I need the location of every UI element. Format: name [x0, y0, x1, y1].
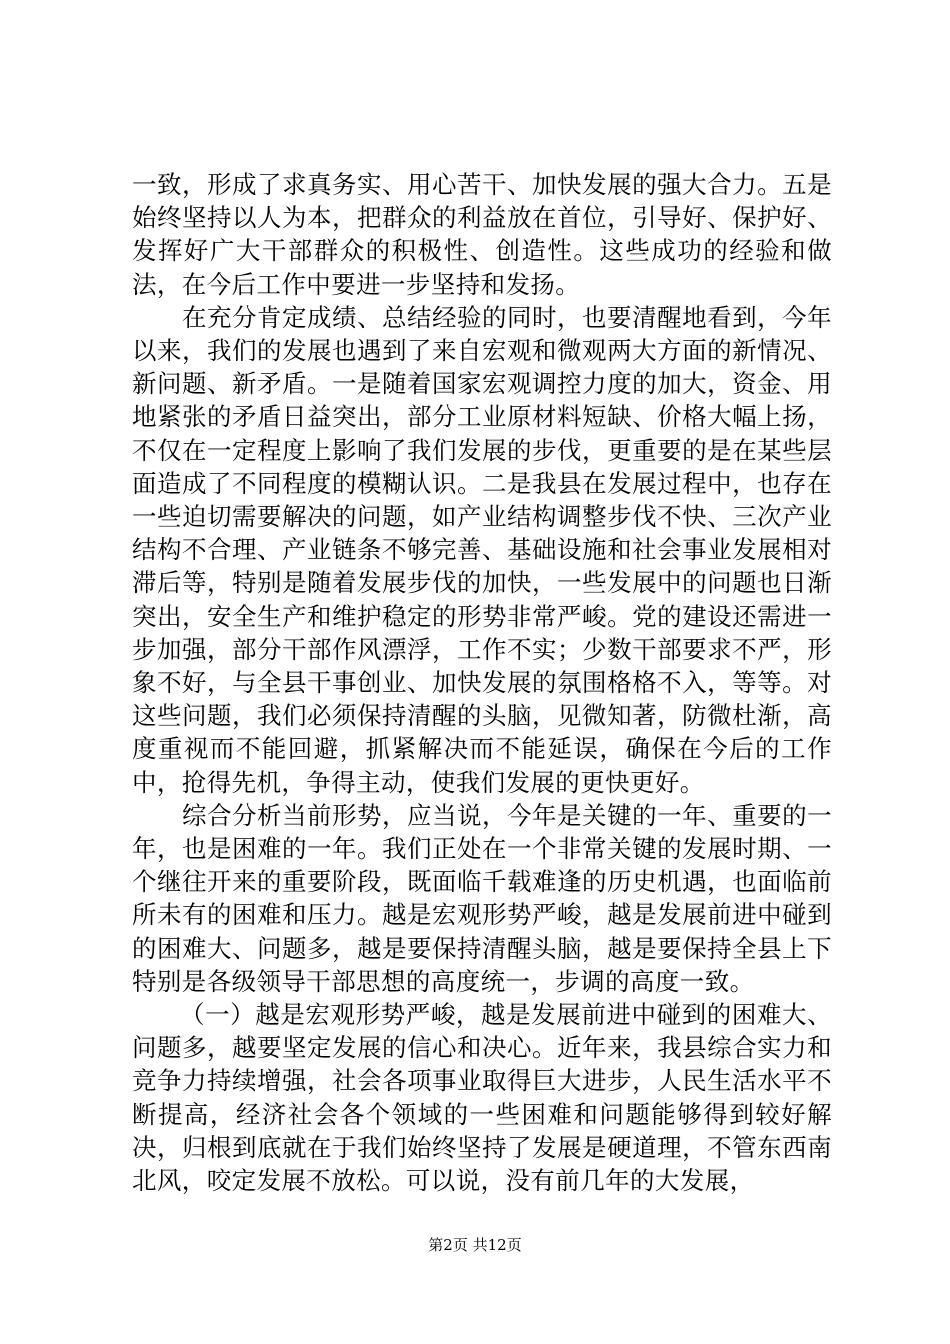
paragraph-continuation: 一致，形成了求真务实、用心苦干、加快发展的强大合力。五是始终坚持以人为本，把群众的利益放在首位，引导好、保护好、发挥好广大干部群众的积极性、创造性。这些成功的经验和做法，在今后工作中要进一步坚持和发扬。 — [132, 170, 832, 299]
page-footer — [0, 1234, 950, 1255]
paragraph-section-one: （一）越是宏观形势严峻，越是发展前进中碰到的困难大、问题多，越要坚定发展的信心和决心。近年来，我县综合实力和竞争力持续增强，社会各项事业取得巨大进步，人民生活水平不断提高，经济社会各个领域的一些困难和问题能够得到较好解决，归根到底就在于我们始终坚持了发展是硬道理，不管东西南北风，咬定发展不放松。可以说，没有前几年的大发展， — [132, 1000, 832, 1196]
page-number-label: 第2页 共12页 — [428, 1236, 522, 1254]
paragraph-problems: 在充分肯定成绩、总结经验的同时，也要清醒地看到，今年以来，我们的发展也遇到了来自宏观和微观两大方面的新情况、新问题、新矛盾。一是随着国家宏观调控力度的加大，资金、用地紧张的矛盾日益突出，部分工业原材料短缺、价格大幅上扬，不仅在一定程度上影响了我们发展的步伐，更重要的是在某些层面造成了不同程度的模糊认识。二是我县在发展过程中，也存在一些迫切需要解决的问题，如产业结构调整步伐不快、三次产业结构不合理、产业链条不够完善、基础设施和社会事业发展相对滞后等，特别是随着发展步伐的加快，一些发展中的问题也日渐突出，安全生产和维护稳定的形势非常严峻。党的建设还需进一步加强，部分干部作风漂浮，工作不实；少数干部要求不严，形象不好，与全县干事创业、加快发展的氛围格格不入，等等。对这些问题，我们必须保持清醒的头脑，见微知著，防微杜渐，高度重视而不能回避，抓紧解决而不能延误，确保在今后的工作中，抢得先机，争得主动，使我们发展的更快更好。 — [132, 302, 832, 797]
paragraph-situation-analysis: 综合分析当前形势，应当说，今年是关键的一年、重要的一年，也是困难的一年。我们正处在一个非常关键的发展时期、一个继往开来的重要阶段，既面临千载难逢的历史机遇，也面临前所未有的困难和压力。越是宏观形势严峻，越是发展前进中碰到的困难大、问题多，越是要保持清醒头脑，越是要保持全县上下特别是各级领导干部思想的高度统一，步调的高度一致。 — [132, 800, 832, 996]
body-text — [132, 168, 832, 1197]
